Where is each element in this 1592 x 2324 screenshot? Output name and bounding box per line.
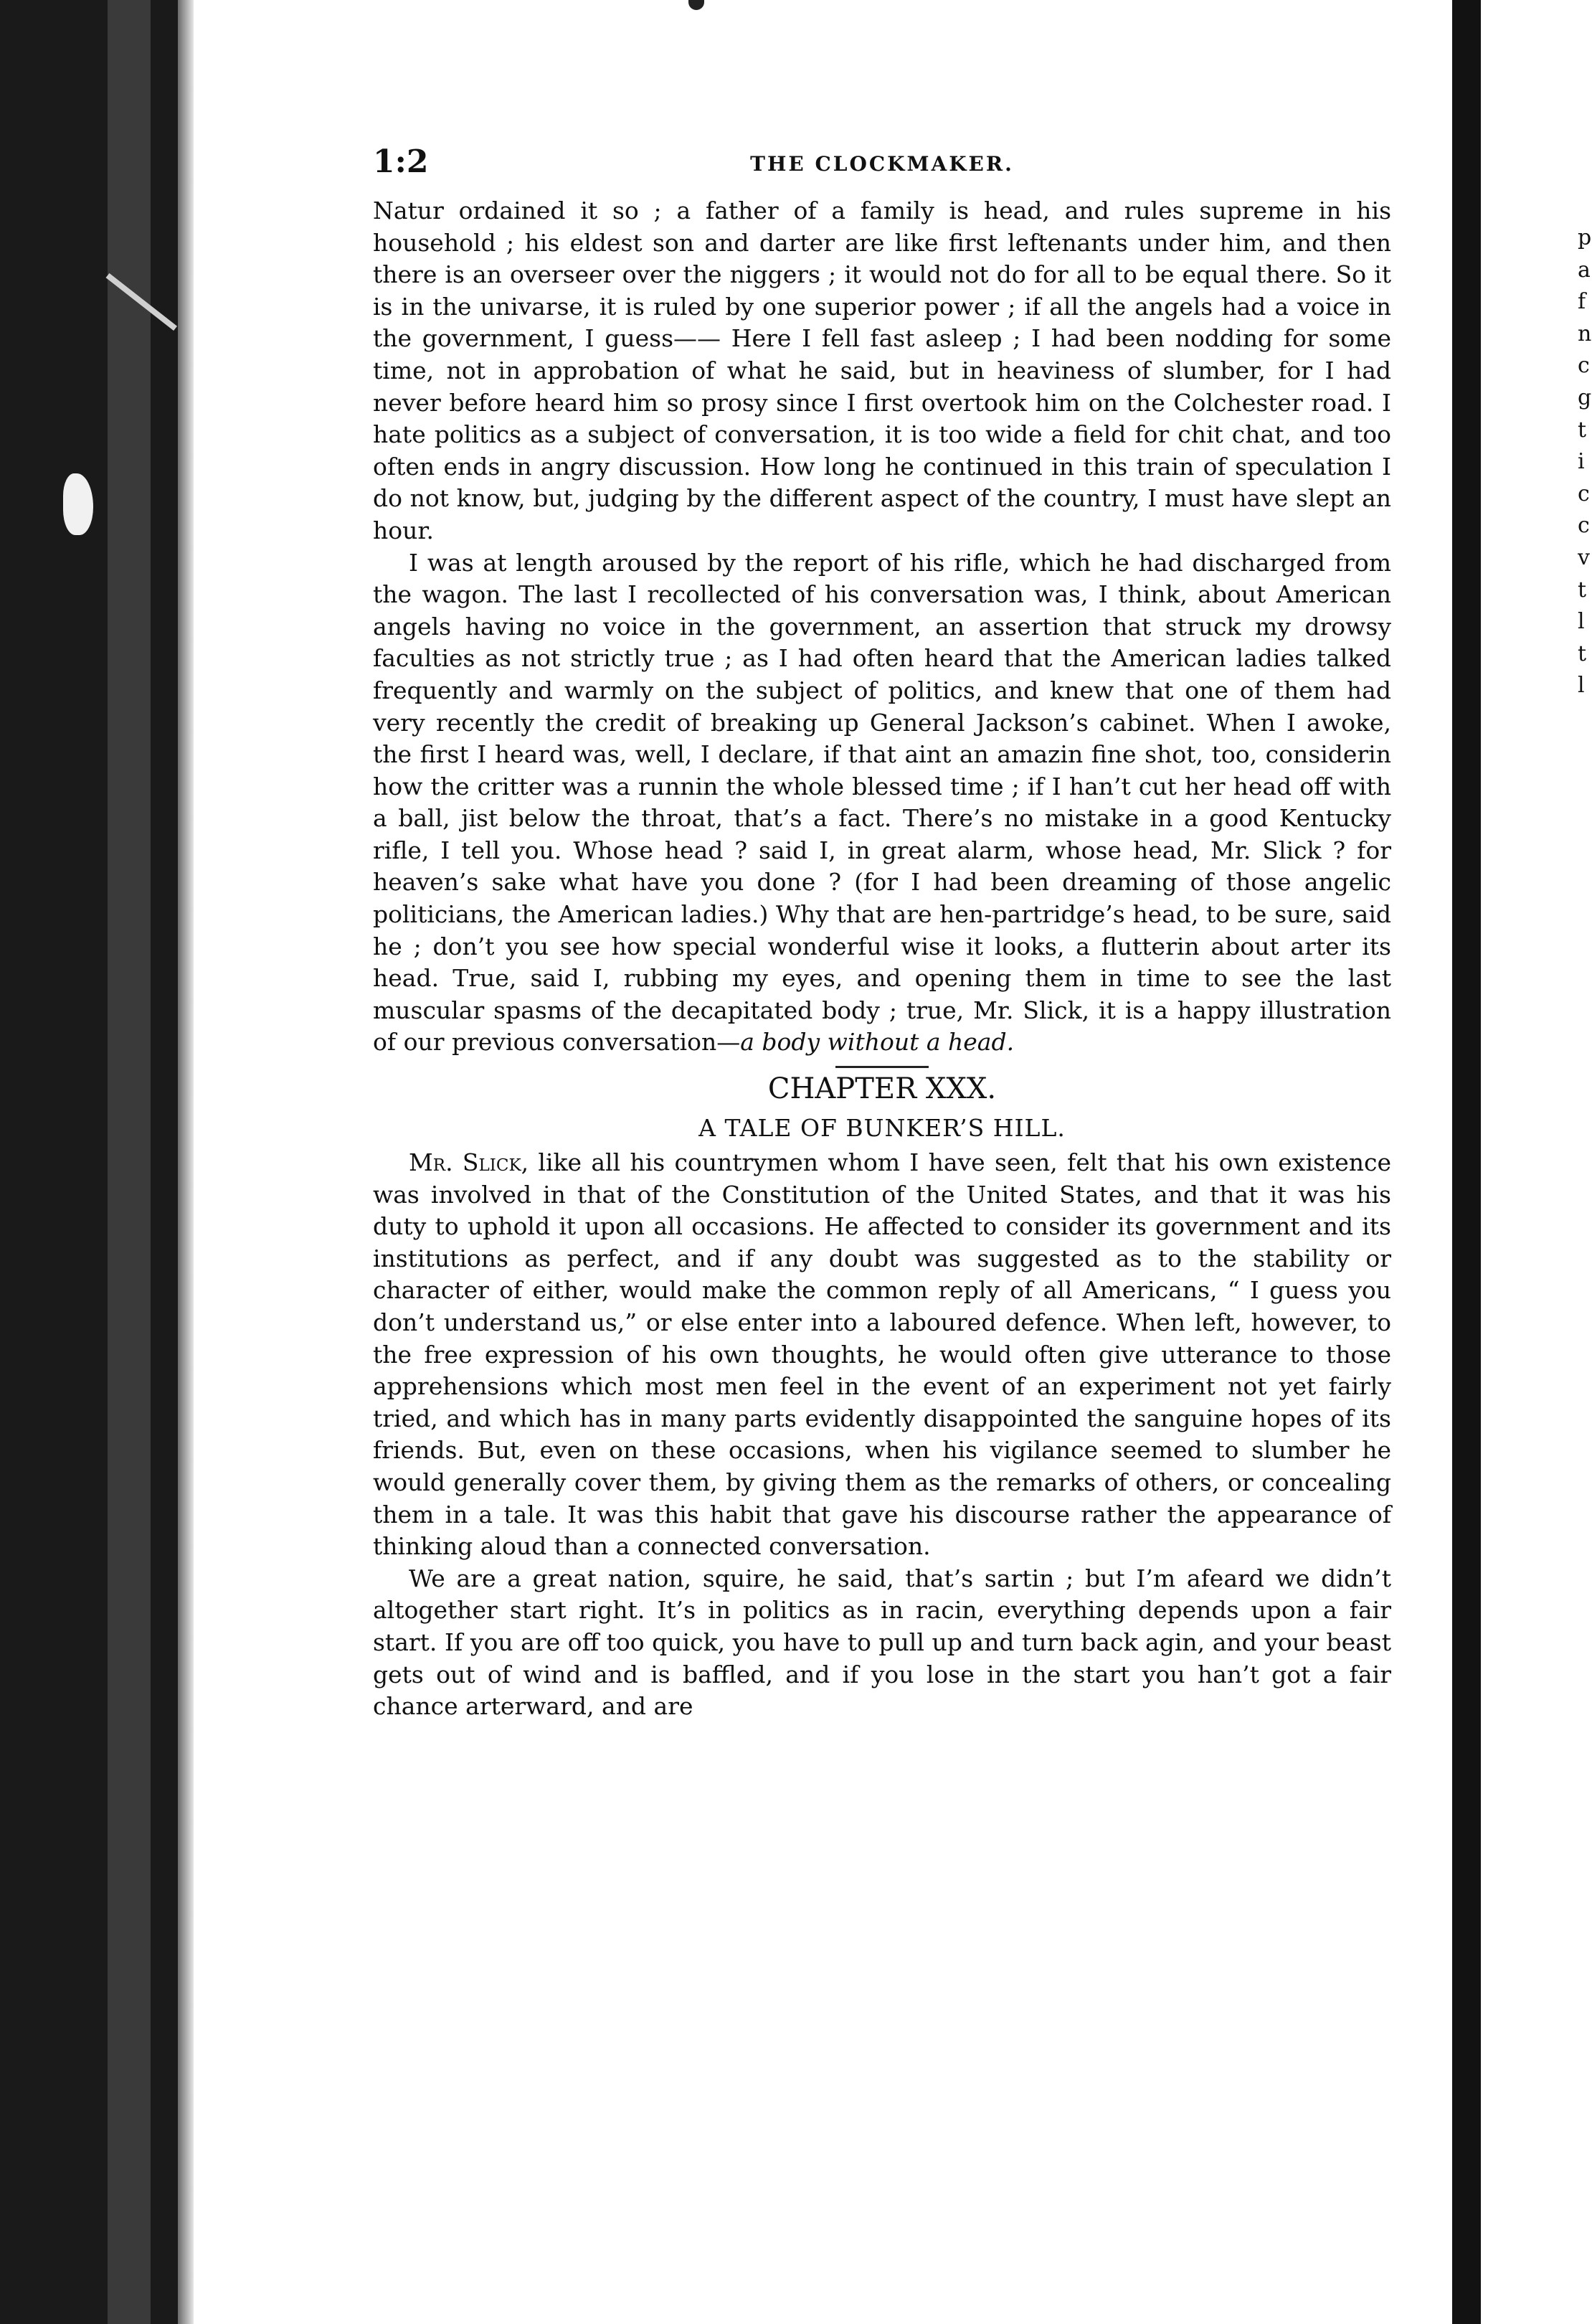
facing-page-letter: c [1578,481,1590,506]
facing-page-letter: c [1578,513,1590,539]
lead-small-caps: Mr. Slick, [409,1148,529,1177]
chapter-subtitle: A TALE OF BUNKER’S HILL. [698,1114,1066,1143]
scan-page-edge [178,0,194,2324]
book-page [373,136,1391,1723]
chapter-second-paragraph: We are a great nation, squire, he said, that’s sartin ; but I’m afeard we didn’t altogether start right. It’s in politics as in racin, everything depends upon a fair start. If you are off too quick, you have to pull up and turn back agin, and your beast gets out of wind and is baffled, and if you lose in the start you han’t got a fair chance arterward, and are [373,1564,1391,1721]
facing-page-letter: l [1578,673,1585,699]
italic-ending: a body without a head. [740,1028,1015,1057]
facing-page-letter: n [1578,321,1592,346]
facing-page-letter: c [1578,353,1590,379]
paragraph-continued: Natur ordained it so ; a father of a family is head, and rules supreme in his household ; his eldest son and darter are like first leftenants under him, and then there is an overseer over the niggers ; it would not do for all to be equal there. So it is in the univarse, it is ruled by one superior power ; if all the angels had a voice in the government, I guess—— Here I fell fast asleep ; I had been nodding for some time, not in approbation of what he said, but in heaviness of slumber, for I had never before heard him so prosy since I first overtook him on the Colchester road. I hate politics as a subject of conversation, it is too wide a field for chit chat, and too often ends in angry discussion. How long he continued in this train of speculation I do not know, but, judging by the different aspect of the country, I must have slept an hour. [373,197,1391,544]
facing-page-letter: l [1578,609,1585,635]
paragraph-rifle-shot [373,547,1391,1059]
facing-page-letter: t [1578,577,1587,603]
chapter-first-paragraph [373,1147,1391,1563]
facing-page-margin-letters [1578,222,1592,702]
scan-top-mark [688,0,704,10]
facing-page-letter: t [1578,417,1587,443]
facing-page-letter: a [1578,257,1591,283]
facing-page [1481,0,1592,2324]
scan-gutter-left [0,0,179,2324]
chapter-heading: CHAPTER XXX. [767,1072,997,1106]
page-number: 1:2 [373,143,429,180]
running-title: THE CLOCKMAKER. [750,152,1014,176]
chapter-first-paragraph-text: like all his countrymen whom I have seen, felt that his own existence was involved in that of the Constitution of the United States, and that it was his duty to uphold it upon all occasions. He affected to consider its government and its institutions as perfect, and if any doubt was suggested as to the stability or character of either, would make the common reply of all Americans, “ I guess you don’t understand us,” or else enter into a laboured defence. When left, however, to the free expression of his own thoughts, he would often give utterance to those apprehensions which most men feel in the event of an experiment not yet fairly tried, and which has in many parts evidently disappointed the sanguine hopes of its friends. But, even on these occasions, when his vigilance seemed to slumber he would generally cover them, by giving them as the remarks of others, or concealing them in a tale. It was this habit that gave his discourse rather the appearance of thinking aloud than a connected conversation. [373,1148,1391,1561]
facing-page-letter: v [1578,544,1590,570]
body-text [373,195,1391,1723]
facing-page-letter: f [1578,289,1586,315]
running-head [373,136,1391,186]
facing-page-letter: t [1578,641,1587,666]
facing-page-letter: i [1578,449,1585,475]
facing-page-letter: g [1578,384,1592,410]
scan-gutter-right [1452,0,1481,2324]
facing-page-letter: p [1578,225,1592,250]
paragraph-rifle-shot-text: I was at length aroused by the report of his rifle, which he had discharged from the wagon. The last I recollected of his conversation was, I think, about American angels having no voice in the government, an assertion that struck my drowsy faculties as not strictly true ; as I had often heard that the American ladies talked frequently and warmly on the subject of politics, and knew that one of them had very recently the credit of breaking up General Jackson’s cabinet. When I awoke, the first I heard was, well, I declare, if that aint an amazin fine shot, too, considerin how the critter was a runnin the whole blessed time ; if I han’t cut her head off with a ball, jist below the throat, that’s a fact. There’s no mistake in a good Kentucky rifle, I tell you. Whose head ? said I, in great alarm, whose head, Mr. Slick ? for heaven’s sake what have you done ? (for I had been dreaming of those angelic politicians, the American ladies.) Why that are hen-partridge’s head, to be sure, said he ; don’t you see how special wonderful wise it looks, a flutterin about arter its head. True, said I, rubbing my eyes, and opening them in time to see the last muscular spasms of the decapitated body ; true, Mr. Slick, it is a happy illustration of our previous conversation— [373,548,1391,1057]
scan-gutter-shadow [108,0,151,2324]
